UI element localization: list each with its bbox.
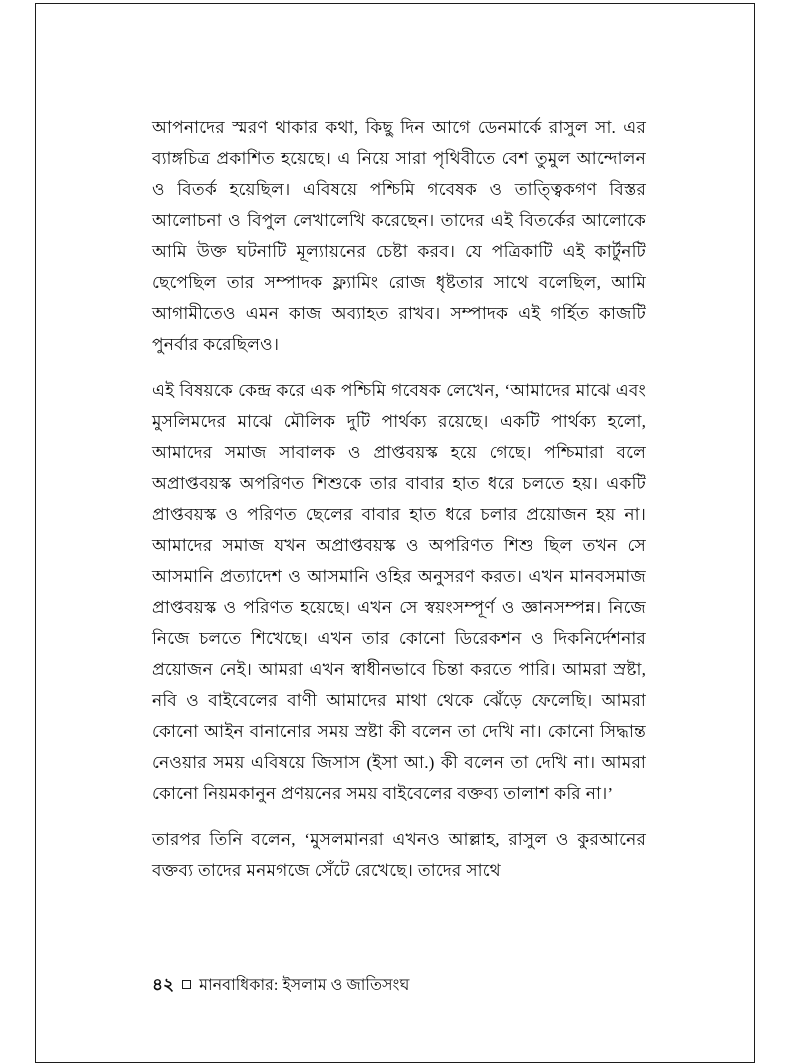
page-footer xyxy=(152,972,646,1000)
page-body-text xyxy=(152,112,646,886)
paragraph-1: আপনাদের স্মরণ থাকার কথা, কিছু দিন আগে ডেনমার্কে রাসুল সা. এর ব্যাঙ্গচিত্র প্রকাশিত হয়েছে। এ নিয়ে সারা পৃথিবীতে বেশ তুমুল আন্দোলন ও বিতর্ক হয়েছিল। এবিষয়ে পশ্চিমি গবেষক ও তাত্ত্বিকগণ বিস্তর আলোচনা ও বিপুল লেখালেখি করেছেন। তাদের এই বিতর্কের আলোকে আমি উক্ত ঘটনাটি মূল্যায়নের চেষ্টা করব। যে পত্রিকাটি এই কার্টুনটি ছেপেছিল তার সম্পাদক ফ্ল্যামিং রোজ ধৃষ্টতার সাথে বলেছিল, আমি আগামীতেও এমন কাজ অব্যাহত রাখব। সম্পাদক এই গর্হিত কাজটি পুনর্বার করেছিলও। xyxy=(152,118,646,354)
square-bullet-icon xyxy=(182,980,191,989)
paragraph-2: এই বিষয়কে কেন্দ্র করে এক পশ্চিমি গবেষক লেখেন, ‘আমাদের মাঝে এবং মুসলিমদের মাঝে মৌলিক দুটি পার্থক্য রয়েছে। একটি পার্থক্য হলো, আমাদের সমাজ সাবালক ও প্রাপ্তবয়স্ক হয়ে গেছে। পশ্চিমারা বলে অপ্রাপ্তবয়স্ক অপরিণত শিশুকে তার বাবার হাত ধরে চলতে হয়। একটি প্রাপ্তবয়স্ক ও পরিণত ছেলের বাবার হাত ধরে চলার প্রয়োজন হয় না। আমাদের সমাজ যখন অপ্রাপ্তবয়স্ক ও অপরিণত শিশু ছিল তখন সে আসমানি প্রত্যাদেশ ও আসমানি ওহির অনুসরণ করত। এখন মানবসমাজ প্রাপ্তবয়স্ক ও পরিণত হয়েছে। এখন সে স্বয়ংসম্পূর্ণ ও জ্ঞানসম্পন্ন। নিজে নিজে চলতে শিখেছে। এখন তার কোনো ডিরেকশন ও দিকনির্দেশনার প্রয়োজন নেই। আমরা এখন স্বাধীনভাবে চিন্তা করতে পারি। আমরা স্রষ্টা, নবি ও বাইবেলের বাণী আমাদের মাথা থেকে ঝেঁড়ে ফেলেছি। আমরা কোনো আইন বানানোর সময় স্রষ্টা কী বলেন তা দেখি না। কোনো সিদ্ধান্ত নেওয়ার সময় এবিষয়ে জিসাস (ইসা আ.) কী বলেন তা দেখি না। আমরা কোনো নিয়মকানুন প্রণয়নের সময় বাইবেলের বক্তব্য তালাশ করি না।’ xyxy=(152,381,646,803)
paragraph-3: তারপর তিনি বলেন, ‘মুসলমানরা এখনও আল্লাহ, রাসুল ও কুরআনের বক্তব্য তাদের মনমগজে সেঁটে রেখেছে। তাদের সাথে xyxy=(152,830,646,880)
page-number: ৪২ xyxy=(152,975,175,994)
running-title: মানবাধিকার: ইসলাম ও জাতিসংঘ xyxy=(199,977,410,994)
